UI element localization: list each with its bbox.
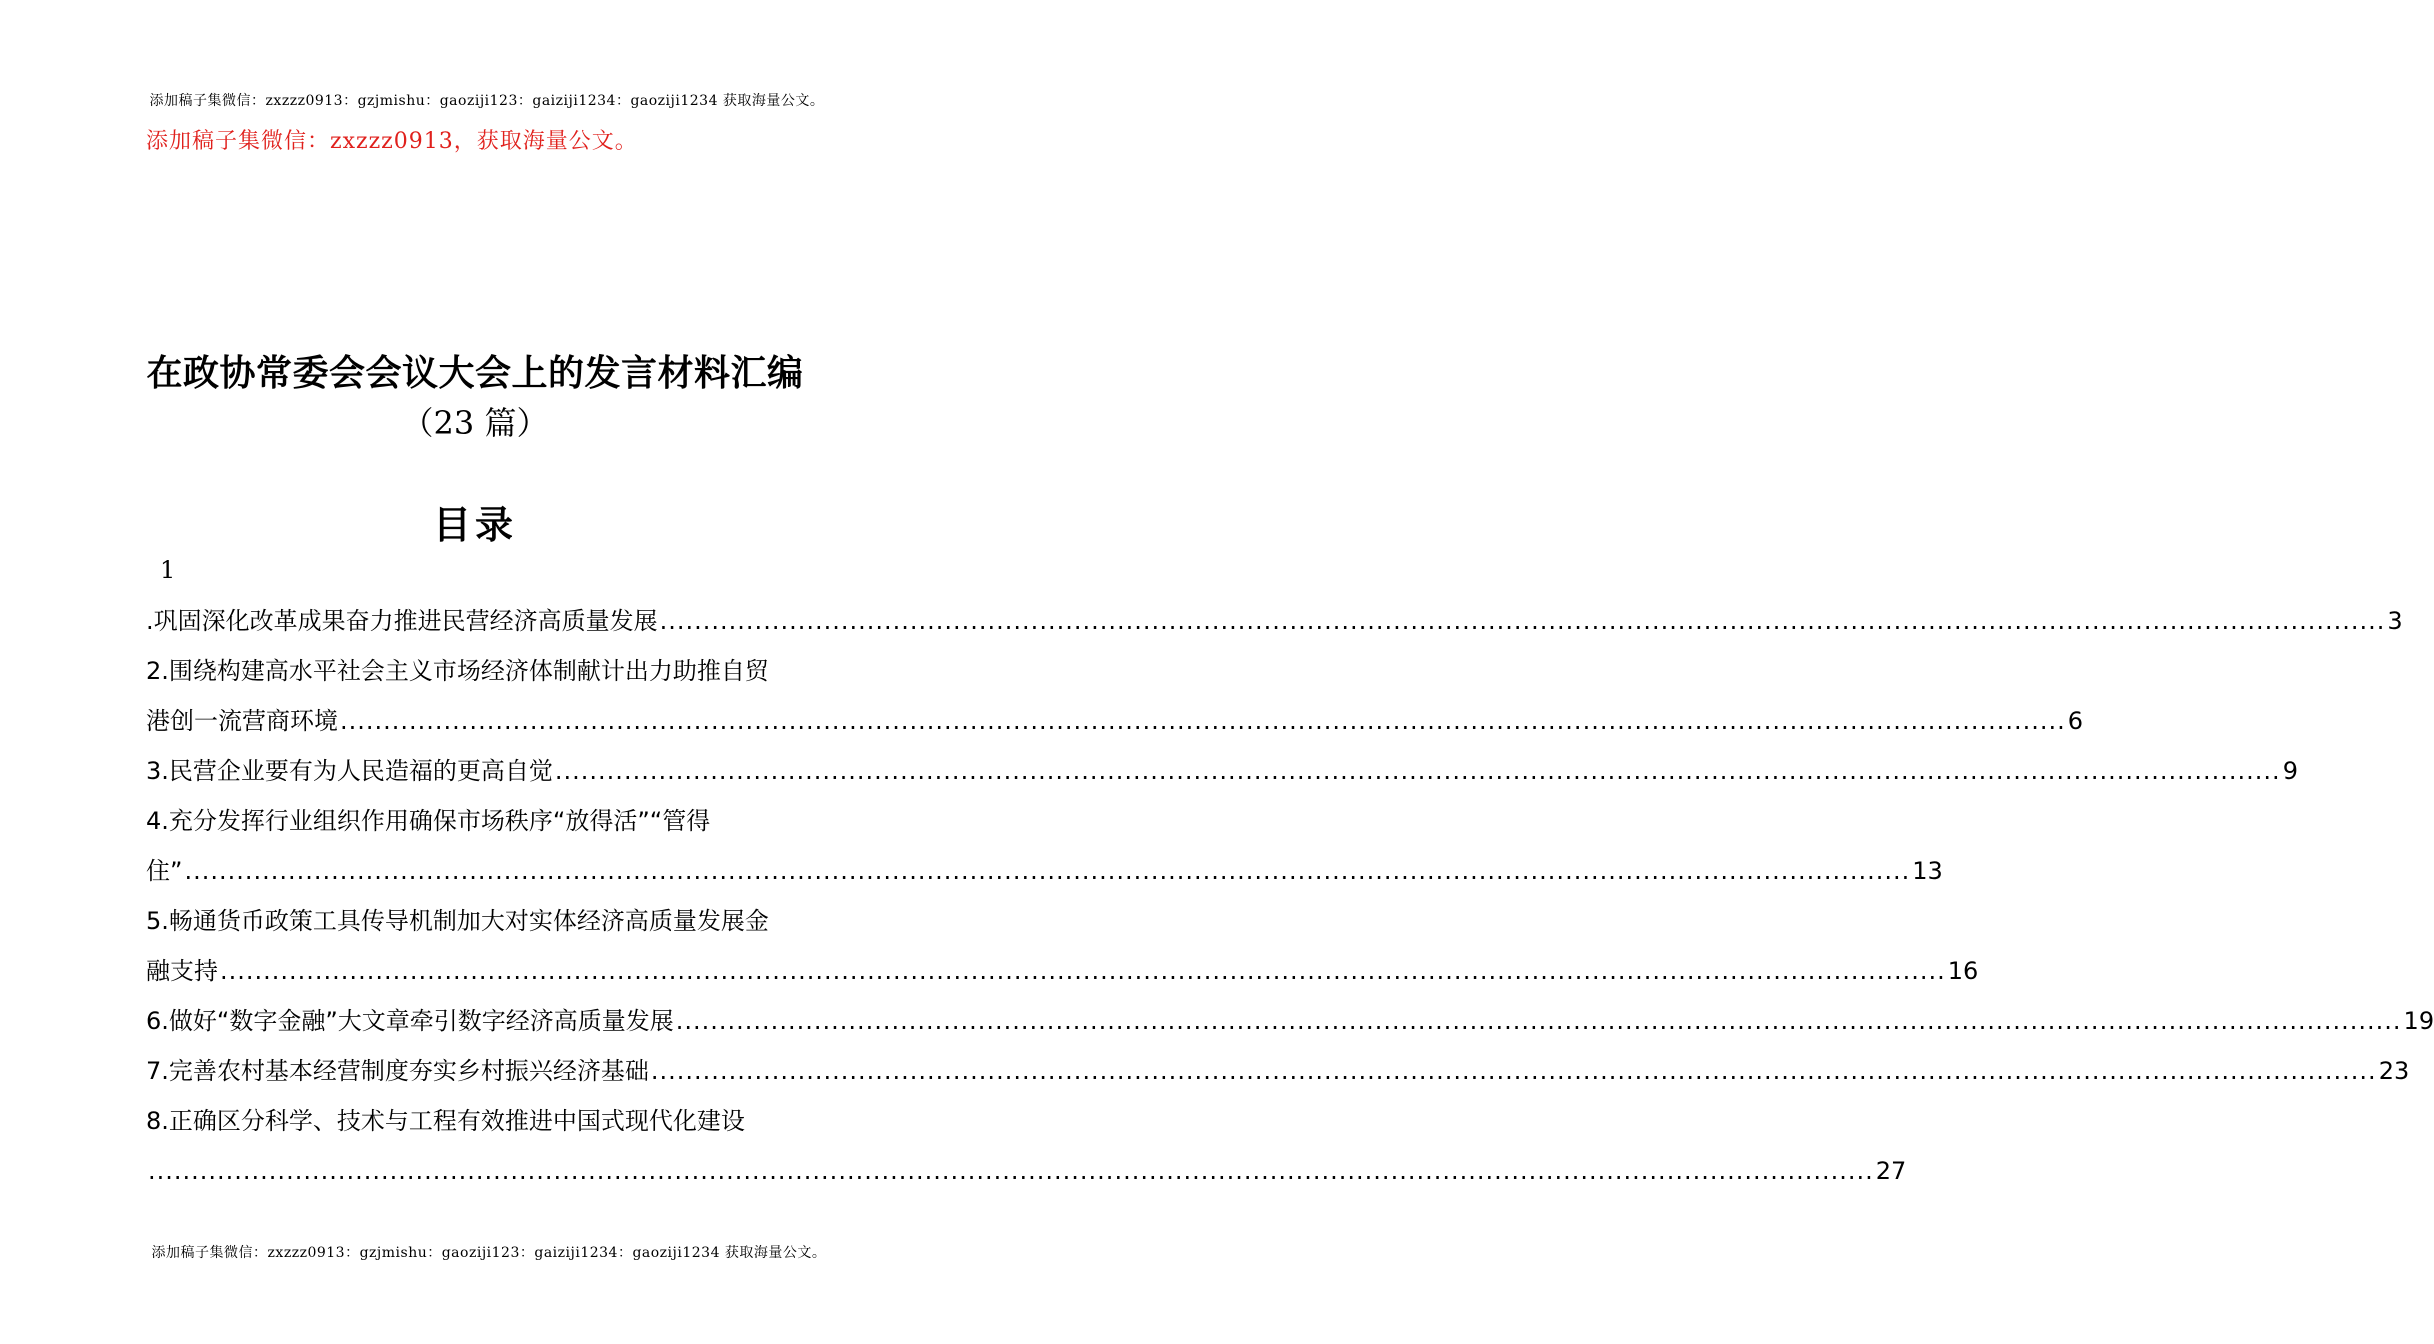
toc-page-number: 19 <box>2403 1007 2434 1035</box>
toc-leader-dots: ........................................................................................................................................................................................................ <box>554 757 2281 785</box>
toc-entry-line <box>146 646 806 696</box>
toc-entry[interactable] <box>146 596 2403 646</box>
toc-entry[interactable] <box>146 1096 1907 1196</box>
toc-leader-dots: ........................................................................................................................................................................................................ <box>650 1057 2377 1085</box>
toc-page-number: 13 <box>1912 857 1943 885</box>
toc-leader-dots: ........................................................................................................................................................................................................ <box>148 1157 1874 1185</box>
toc-entry[interactable] <box>146 646 2084 746</box>
toc-page-number: 3 <box>2387 607 2403 635</box>
toc-entry-text: 4.充分发挥行业组织作用确保市场秩序“放得活”“管得 <box>146 807 711 835</box>
toc-entry-line <box>146 596 2403 646</box>
toc-entry-text: 融支持 <box>146 957 218 985</box>
toc-leader-dots: ........................................................................................................................................................................................................ <box>659 607 2386 635</box>
toc-entry[interactable] <box>146 996 2434 1046</box>
toc-entry-line <box>146 1096 806 1146</box>
watermark-bottom: 添加稿子集微信：zxzzz0913：gzjmishu：gaoziji123：gaiziji1234：gaoziji1234 获取海量公文。 <box>151 1245 827 1261</box>
toc-page-number: 27 <box>1875 1157 1907 1185</box>
toc-entry-text: 港创一流营商环境 <box>146 707 338 735</box>
toc-page-number: 16 <box>1947 957 1979 985</box>
toc-entry-line <box>146 896 806 946</box>
toc-page-number: 6 <box>2067 707 2084 735</box>
toc-entry-line <box>146 796 806 846</box>
toc-entry-text: 5.畅通货币政策工具传导机制加大对实体经济高质量发展金 <box>146 907 769 935</box>
toc-entry-text: .巩固深化改革成果奋力推进民营经济高质量发展 <box>146 607 658 635</box>
watermark-red: 添加稿子集微信：zxzzz0913，获取海量公文。 <box>146 129 638 154</box>
toc-entry[interactable] <box>146 896 1979 996</box>
toc-entry-line <box>146 996 2434 1046</box>
toc-entry[interactable] <box>146 796 1943 896</box>
toc-entry[interactable] <box>146 746 2298 796</box>
table-of-contents <box>146 596 2434 1196</box>
toc-lead-number: 1 <box>160 556 176 584</box>
toc-leader-dots: ........................................................................................................................................................................................................ <box>184 857 1911 885</box>
toc-entry-line <box>146 696 2084 746</box>
toc-entry-line <box>146 1046 2410 1096</box>
toc-leader-dots: ........................................................................................................................................................................................................ <box>675 1007 2402 1035</box>
toc-heading: 目录 <box>432 502 517 547</box>
toc-leader-dots: ........................................................................................................................................................................................................ <box>220 957 1946 985</box>
toc-entry-text: 3.民营企业要有为人民造福的更高自觉 <box>146 757 553 785</box>
toc-entry-text: 2.围绕构建高水平社会主义市场经济体制献计出力助推自贸 <box>146 657 769 685</box>
document-title: 在政协常委会会议大会上的发言材料汇编 <box>146 352 804 394</box>
toc-entry-line <box>146 746 2298 796</box>
toc-entry-text: 住” <box>146 857 183 885</box>
toc-entry-text: 8.正确区分科学、技术与工程有效推进中国式现代化建设 <box>146 1107 745 1135</box>
toc-entry-line <box>146 946 1979 996</box>
toc-leader-dots: ........................................................................................................................................................................................................ <box>340 707 2066 735</box>
watermark-top: 添加稿子集微信：zxzzz0913：gzjmishu：gaoziji123：gaiziji1234：gaoziji1234 获取海量公文。 <box>149 93 825 109</box>
document-subtitle: （23 篇） <box>401 404 549 442</box>
toc-entry-line <box>146 1146 1907 1196</box>
toc-entry-text: 7.完善农村基本经营制度夯实乡村振兴经济基础 <box>146 1057 649 1085</box>
toc-page-number: 23 <box>2378 1057 2410 1085</box>
toc-entry-line <box>146 846 1943 896</box>
toc-page-number: 9 <box>2282 757 2298 785</box>
toc-entry[interactable] <box>146 1046 2410 1096</box>
toc-entry-text: 6.做好“数字金融”大文章牵引数字经济高质量发展 <box>146 1007 674 1035</box>
